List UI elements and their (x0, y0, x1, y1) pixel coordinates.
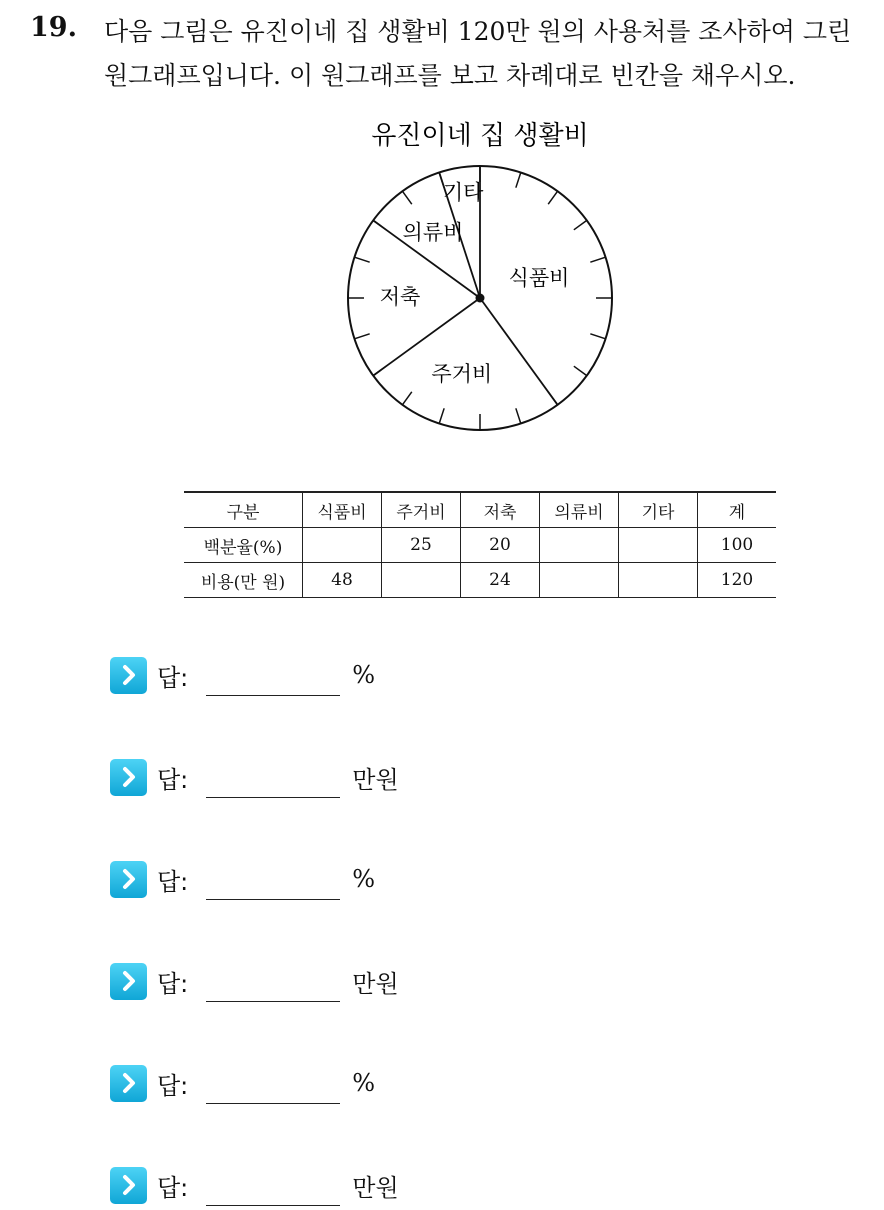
pie-center-dot (476, 294, 485, 303)
expense-table (184, 491, 776, 598)
answer-unit: 만원 (352, 969, 399, 998)
pie-tick (548, 191, 557, 204)
answer-blank[interactable] (206, 961, 340, 1002)
table-header: 저축 (461, 492, 540, 528)
pie-slice-label: 의류비 (402, 220, 464, 245)
chevron-right-icon (110, 1167, 147, 1204)
answer-blank[interactable] (206, 1165, 340, 1206)
table-cell: 120 (698, 563, 777, 598)
answer-row (110, 1058, 375, 1108)
table-header: 의류비 (540, 492, 619, 528)
pie-tick (590, 334, 605, 339)
question-line-2: 원그래프입니다. 이 원그래프를 보고 차례대로 빈칸을 채우시오. (104, 61, 796, 90)
pie-slice-label: 저축 (379, 285, 421, 309)
question-line-1: 다음 그림은 유진이네 집 생활비 120만 원의 사용처를 조사하여 그린 (104, 17, 852, 46)
answer-row (110, 956, 399, 1006)
answer-label: 답: (157, 663, 189, 692)
chevron-right-icon (110, 963, 147, 1000)
pie-tick (402, 392, 411, 405)
answer-label: 답: (157, 1173, 189, 1202)
table-cell: 24 (461, 563, 540, 598)
answer-label: 답: (157, 867, 189, 896)
pie-slice-label: 식품비 (508, 265, 570, 290)
chevron-right-icon (110, 861, 147, 898)
answer-unit: % (352, 1069, 376, 1097)
answer-unit: % (352, 661, 376, 689)
table-header: 구분 (184, 492, 303, 528)
question-text (104, 10, 874, 98)
answer-row (110, 650, 375, 700)
table-header: 계 (698, 492, 777, 528)
answer-label: 답: (157, 1071, 189, 1100)
table-header: 식품비 (303, 492, 382, 528)
pie-tick (354, 334, 369, 339)
pie-chart (340, 112, 620, 442)
table-cell: 백분율(%) (184, 528, 303, 563)
table-row (184, 528, 776, 563)
answer-row (110, 752, 399, 802)
table-cell: 48 (303, 563, 382, 598)
pie-tick (402, 191, 411, 204)
table-header: 기타 (619, 492, 698, 528)
pie-tick (354, 257, 369, 262)
answer-row (110, 1160, 399, 1210)
table-cell: 25 (382, 528, 461, 563)
pie-tick (590, 257, 605, 262)
table-cell (303, 528, 382, 563)
pie-tick (439, 408, 444, 423)
answer-label: 답: (157, 765, 189, 794)
table-cell: 20 (461, 528, 540, 563)
table-cell (619, 563, 698, 598)
table-cell (540, 528, 619, 563)
table-cell (619, 528, 698, 563)
chevron-right-icon (110, 759, 147, 796)
chevron-right-icon (110, 1065, 147, 1102)
table-cell: 비용(만 원) (184, 563, 303, 598)
pie-tick (574, 220, 587, 229)
answer-blank[interactable] (206, 859, 340, 900)
answer-row (110, 854, 375, 904)
chevron-right-icon (110, 657, 147, 694)
chart-title: 유진이네 집 생활비 (371, 121, 589, 151)
answer-blank[interactable] (206, 757, 340, 798)
answer-label: 답: (157, 969, 189, 998)
table-cell (382, 563, 461, 598)
pie-tick (516, 172, 521, 187)
answer-unit: 만원 (352, 1173, 399, 1202)
table-cell (540, 563, 619, 598)
answer-blank[interactable] (206, 655, 340, 696)
table-cell: 100 (698, 528, 777, 563)
pie-slice-boundary (480, 298, 558, 405)
pie-slice-label: 주거비 (431, 362, 493, 387)
answer-unit: 만원 (352, 765, 399, 794)
answer-blank[interactable] (206, 1063, 340, 1104)
table-row (184, 563, 776, 598)
question-number: 19. (30, 12, 77, 43)
table-header: 주거비 (382, 492, 461, 528)
answer-unit: % (352, 865, 376, 893)
table-header-row (184, 492, 776, 528)
pie-tick (574, 366, 587, 375)
pie-slice-label: 기타 (442, 180, 484, 205)
pie-tick (516, 408, 521, 423)
